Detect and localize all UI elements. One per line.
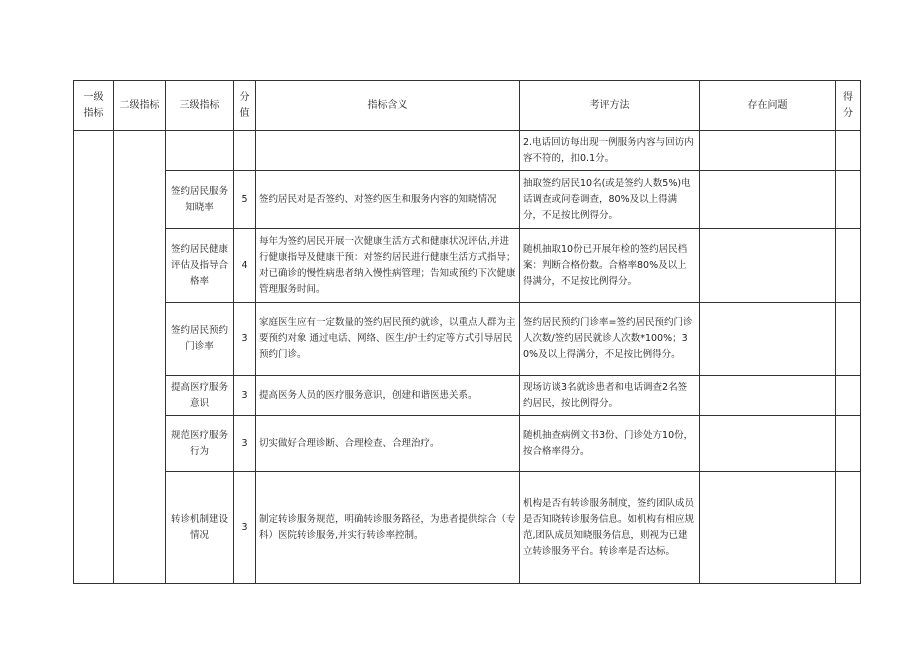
level2-cell [114,131,166,584]
method-cell: 随机抽取10份已开展年检的签约居民档案：判断合格份数。合格率80%及以上得满分，不足按比例得分。 [520,229,700,303]
level3-cell: 签约居民预约门诊率 [166,303,234,376]
level3-cell [166,131,234,171]
got-cell [836,376,861,416]
header-score: 分值 [234,81,256,131]
score-cell: 4 [234,229,256,303]
table-row [74,229,861,303]
table-row [74,131,861,171]
score-cell: 3 [234,472,256,584]
meaning-cell [256,131,520,171]
table-row [74,416,861,472]
got-cell [836,303,861,376]
header-level1: 一级 指标 [74,81,114,131]
table-row [74,376,861,416]
header-meaning: 指标含义 [256,81,520,131]
table-row [74,303,861,376]
issue-cell [700,376,836,416]
header-issue: 存在问题 [700,81,836,131]
method-cell: 现场访谈3名就诊患者和电话调查2名签约居民，按比例得分。 [520,376,700,416]
method-cell: 机构是否有转诊服务制度，签约团队成员是否知晓转诊服务信息。如机构有相应规范,团队成员知晓服务信息，则视为已建立转诊服务平台。转诊率是否达标。 [520,472,700,584]
got-cell [836,416,861,472]
score-cell: 3 [234,303,256,376]
got-cell [836,131,861,171]
meaning-cell: 签约居民对是否签约、对签约医生和服务内容的知晓情况 [256,171,520,229]
header-level2: 二级指标 [114,81,166,131]
level3-cell: 转诊机制建设情况 [166,472,234,584]
got-cell [836,472,861,584]
level3-cell: 签约居民健康评估及指导合格率 [166,229,234,303]
score-cell: 5 [234,171,256,229]
table-row [74,472,861,584]
issue-cell [700,303,836,376]
issue-cell [700,131,836,171]
level1-cell [74,131,114,584]
got-cell [836,229,861,303]
meaning-cell: 制定转诊服务规范，明确转诊服务路径，为患者提供综合（专科）医院转诊服务,并实行转诊率控制。 [256,472,520,584]
score-cell: 3 [234,376,256,416]
meaning-cell: 提高医务人员的医疗服务意识，创建和谐医患关系。 [256,376,520,416]
got-cell [836,171,861,229]
method-cell: 随机抽查病例文书3份、门诊处方10份，按合格率得分。 [520,416,700,472]
method-cell: 抽取签约居民10名(或是签约人数5%)电话调查或问卷调查，80%及以上得满分，不足按比例得分。 [520,171,700,229]
issue-cell [700,416,836,472]
score-cell: 3 [234,416,256,472]
level3-cell: 规范医疗服务行为 [166,416,234,472]
method-cell: 签约居民预约门诊率=签约居民预约门诊人次数/签约居民就诊人次数*100%；30%及以上得满分，不足按比例得分。 [520,303,700,376]
indicator-table [73,80,861,584]
level3-cell: 提高医疗服务意识 [166,376,234,416]
meaning-cell: 切实做好合理诊断、合理检查、合理治疗。 [256,416,520,472]
meaning-cell: 每年为签约居民开展一次健康生活方式和健康状况评估,并进行健康指导及健康干预：对签约居民进行健康生活方式指导；对已确诊的慢性病患者纳入慢性病管理；告知或预约下次健康管理服务时间。 [256,229,520,303]
meaning-cell: 家庭医生应有一定数量的签约居民预约就诊，以重点人群为主要预约对象 通过电话、网络、医生/护士约定等方式引导居民预约门诊。 [256,303,520,376]
issue-cell [700,229,836,303]
score-cell [234,131,256,171]
header-row [74,81,861,131]
issue-cell [700,171,836,229]
issue-cell [700,472,836,584]
level3-cell: 签约居民服务知晓率 [166,171,234,229]
header-method: 考评方法 [520,81,700,131]
method-cell: 2.电话回访每出现一例服务内容与回访内容不符的，扣0.1分。 [520,131,700,171]
header-level3: 三级指标 [166,81,234,131]
table-row [74,171,861,229]
header-got: 得 分 [836,81,861,131]
